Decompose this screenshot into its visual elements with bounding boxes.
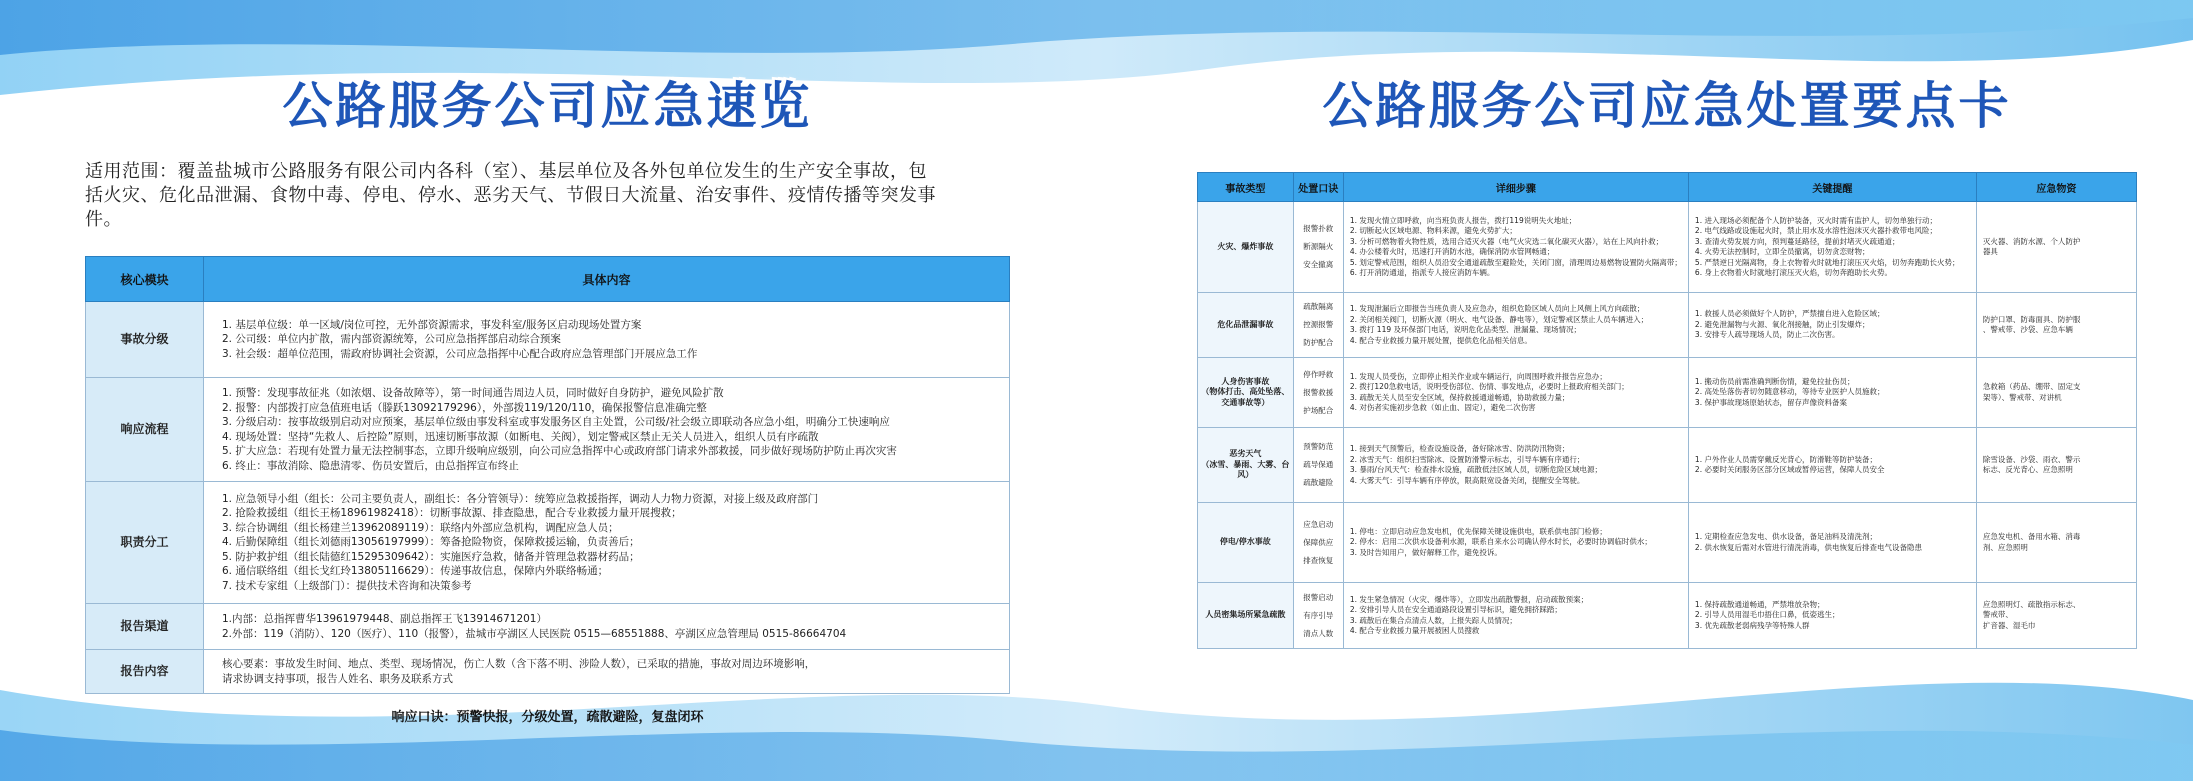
content-line: 3. 分级启动：按事故级别启动对应预案，基层单位级由事发科室或事发服务区自主处置，公司级/社会级立即联动各应急小组，明确分工快速响应 [222, 416, 890, 428]
tip-line: 4. 火势无法控制时，立即全员撤离，切勿贪恋财物； [1694, 247, 1870, 256]
content-line: 2. 公司级：单位内扩散，需内部资源统筹，公司应急指挥部启动综合预案 [222, 333, 561, 346]
disposal-cell [1293, 293, 1343, 358]
content-line: 2. 报警：内部拨打应急值班电话（滕跃13092179296），外部拨119/120/110，确保报警信息准确完整 [222, 401, 707, 414]
type-line: 危化品泄漏事故 [1217, 319, 1274, 329]
type-line: 火灾、爆炸事故 [1217, 241, 1274, 251]
accident-type-cell [1198, 202, 1294, 293]
content-line: 1. 预警：发现事故征兆（如浓烟、设备故障等），第一时间通告周边人员，同时做好自身防护，避免风险扩散 [222, 387, 724, 399]
content-line: 4. 现场处置：坚持“先救人、后控险”原则，迅速切断事故源（如断电、关阀），划定警戒区禁止无关人员进入，组织人员有序疏散 [222, 430, 819, 443]
accident-type-cell [1198, 583, 1294, 649]
tip-line: 1. 保持疏散通道畅通，严禁堆放杂物； [1694, 599, 1825, 609]
supply-line: 、警戒带、沙袋、应急车辆 [1982, 325, 2073, 334]
disposal-cell [1293, 428, 1343, 503]
step-line: 2. 安排引导人员在安全通道路段设置引导标识，避免拥挤踩踏； [1349, 605, 1562, 614]
tips-cell [1688, 202, 1976, 293]
tip-line: 1. 进入现场必须配备个人防护装备，灭火时需有监护人，切勿单独行动； [1694, 215, 1937, 225]
step-line: 3. 暴雨/台风天气：检查排水设施，疏散低洼区域人员，切断危险区域电源； [1349, 465, 1602, 474]
tip-line: 1. 定期检查应急发电、供水设备，备足油料及清洗剂； [1694, 532, 1877, 541]
content-cell [204, 650, 1010, 694]
step-line: 1. 发现火情立即呼救，向当班负责人报告，拨打119说明失火地址； [1349, 215, 1577, 225]
module-cell: 事故分级 [86, 302, 204, 378]
content-line: 1. 应急领导小组（组长：公司主要负责人，副组长：各分管领导）：统筹应急救援指挥，调动人力物力资源，对接上级及政府部门 [222, 492, 819, 505]
module-cell: 报告内容 [86, 650, 204, 694]
disposal-line: 断源隔火 [1303, 242, 1334, 251]
step-line: 6. 打开消防通道，指派专人接应消防车辆。 [1349, 268, 1495, 277]
step-line: 4. 大雾天气：引导车辆有序停放，限高限宽设备关闭，提醒安全驾驶。 [1349, 475, 1585, 485]
tip-line: 2. 电气线路或设施起火时，禁止用水及水溶性泡沫灭火器扑救带电风险； [1694, 226, 1937, 235]
disposal-line: 控源报警 [1303, 320, 1334, 329]
scope-text [85, 160, 1010, 232]
disposal-line: 安全撤离 [1303, 260, 1334, 269]
table-row [1198, 428, 2137, 503]
scope-line: 括火灾、危化品泄漏、食物中毒、停电、停水、恶劣天气、节假日大流量、治安事件、疫情传播等突发事 [85, 185, 936, 206]
accident-type-cell [1198, 503, 1294, 583]
supply-line: 扩音器、湿毛巾 [1982, 620, 2036, 630]
tip-line: 1. 户外作业人员需穿戴反光背心，防滑鞋等防护装备； [1694, 454, 1877, 464]
content-cell [204, 482, 1010, 604]
step-line: 3. 拨打 119 及环保部门电话，说明危化品类型、泄漏量、现场情况； [1349, 325, 1581, 334]
content-cell [204, 302, 1010, 378]
type-line: 停电/停水事故 [1219, 537, 1271, 547]
disposal-line: 疏散避险 [1303, 478, 1334, 487]
steps-cell [1343, 358, 1688, 428]
disposal-line: 应急启动 [1303, 519, 1334, 529]
disposal-line: 保障供应 [1303, 537, 1334, 547]
table-row [86, 650, 1010, 694]
disposal-cell [1293, 583, 1343, 649]
content-line: 3. 综合协调组（组长杨建兰13962089119）：联络内外部应急机构，调配应急人员； [222, 521, 619, 534]
supply-line: 急救箱（药品、绷带、固定支 [1982, 382, 2081, 391]
tip-line: 1. 搬动伤员前需准确判断伤情，避免拉扯伤员； [1694, 376, 1855, 386]
disposal-line: 报警启动 [1303, 592, 1334, 602]
tip-line: 2. 高处坠落伤者切勿随意移动，等待专业医护人员施救； [1694, 387, 1885, 397]
table-row [1198, 358, 2137, 428]
right-panel [1197, 70, 2137, 649]
left-title: 公路服务公司应急速览 [282, 77, 813, 135]
tip-line: 3. 优先疏散老弱病残孕等特殊人群 [1694, 620, 1810, 630]
supply-line: 架等）、警戒带、对讲机 [1982, 392, 2062, 402]
tips-cell [1688, 583, 1976, 649]
header-supplies: 应急物资 [1976, 173, 2136, 202]
table-row [86, 604, 1010, 650]
table-row [1198, 503, 2137, 583]
header-type: 事故类型 [1198, 173, 1294, 202]
step-line: 1. 停电：立即启动应急发电机，优先保障关键设施供电，联系供电部门检修； [1349, 526, 1607, 536]
tips-cell [1688, 428, 1976, 503]
supply-line: 灭火器、消防水源、个人防护 [1982, 236, 2081, 246]
tip-line: 6. 身上衣物着火时就地打滚压灭火焰，切勿奔跑助长火势。 [1694, 268, 1892, 277]
step-line: 1. 发现人员受伤，立即停止相关作业或车辆运行，向周围呼救并报告应急办； [1349, 371, 1607, 381]
step-line: 2. 关闭相关阀门，切断火源（明火、电气设备、静电等），划定警戒区禁止人员车辆进入； [1349, 314, 1649, 324]
tip-line: 5. 严禁逆日光隔离物，身上衣物着火时就地打滚压灭火焰，切勿奔跑助长火势； [1694, 257, 1960, 267]
header-tips: 关键提醒 [1688, 173, 1976, 202]
content-line: 2.外部：119（消防）、120（医疗）、110（报警），盐城市亭湖区人民医院 0515—68551888、亭湖区应急管理局 0515-86664704 [222, 627, 847, 640]
supply-line: 防护口罩、防毒面具、防护服 [1982, 314, 2081, 324]
right-title: 公路服务公司应急处置要点卡 [1322, 77, 2012, 135]
disposal-line: 有序引导 [1303, 610, 1334, 620]
step-line: 2. 冰雪天气：组织扫雪除冰、设置防滑警示标志，引导车辆有序通行； [1349, 454, 1585, 464]
step-line: 2. 切断起火区域电源、物料来源，避免火势扩大； [1349, 226, 1517, 235]
content-line: 1.内部：总指挥曹华13961979448、副总指挥王飞13914671201） [222, 613, 547, 625]
module-cell: 报告渠道 [86, 604, 204, 650]
tip-line: 3. 查清火势发展方向，预判蔓延路径，提前封堵灭火疏通道； [1694, 236, 1900, 246]
tip-line: 1. 救援人员必须做好个人防护，严禁擅自进入危险区域； [1694, 309, 1885, 319]
type-line: 人员密集场所紧急疏散 [1205, 610, 1286, 620]
header-content: 具体内容 [204, 257, 1010, 302]
content-line: 7. 技术专家组（上级部门）：提供技术咨询和决策参考 [222, 579, 472, 592]
content-line: 4. 后勤保障组（组长刘德雨13056197999）：筹备抢险物资，保障救援运输，负责善后； [222, 536, 640, 549]
step-line: 1. 接到天气预警后，检查设施设备，备好除冰雪、防洪防汛物资； [1349, 444, 1570, 453]
header-disposal: 处置口诀 [1293, 173, 1343, 202]
accident-type-cell [1198, 293, 1294, 358]
disposal-line: 疏导保通 [1303, 460, 1334, 469]
supply-line: 除雪设备、沙袋、雨衣、警示 [1982, 454, 2081, 464]
content-line: 3. 社会级：超单位范围，需政府协调社会资源，公司应急指挥中心配合政府应急管理部门开展应急工作 [222, 347, 698, 360]
supplies-cell [1976, 202, 2136, 293]
table-row [1198, 583, 2137, 649]
table-row [86, 302, 1010, 378]
table-header-row [1198, 173, 2137, 202]
step-line: 5. 划定警戒范围，组织人员沿安全通道疏散至避险处，关闭门窗，清理周边易燃物设置防火隔离带； [1349, 257, 1682, 267]
content-line: 5. 扩大应急：若现有处置力量无法控制事态，立即升级响应级别，向公司应急指挥中心或政府部门请求外部救援，同步做好现场防护防止再次灾害 [222, 445, 897, 457]
disposal-line: 报警救援 [1303, 387, 1334, 397]
disposal-cell [1293, 358, 1343, 428]
tip-line: 2. 引导人员用湿毛巾捂住口鼻，低姿逃生； [1694, 610, 1840, 620]
response-motto: 响应口诀：预警快报，分级处置，疏散避险，复盘闭环 [391, 710, 704, 725]
supply-line: 警戒带、 [1982, 610, 2013, 620]
supplies-cell [1976, 583, 2136, 649]
content-line: 1. 基层单位级：单一区域/岗位可控，无外部资源需求，事发科室/服务区启动现场处置方案 [222, 318, 642, 331]
accident-type-cell [1198, 358, 1294, 428]
module-cell: 职责分工 [86, 482, 204, 604]
content-line: 核心要素：事故发生时间、地点、类型、现场情况，伤亡人数（含下落不明、涉险人数），已采取的措施，事故对周边环境影响， [222, 658, 816, 670]
content-line: 请求协调支持事项，报告人姓名、职务及联系方式 [222, 672, 453, 685]
left-panel [85, 70, 1010, 725]
step-line: 3. 及时告知用户，做好解释工作，避免投诉。 [1349, 547, 1502, 557]
table-row [86, 482, 1010, 604]
supply-line: 剂、应急照明 [1982, 542, 2028, 552]
supply-line: 应急发电机、备用水箱、消毒 [1982, 532, 2081, 541]
steps-cell [1343, 202, 1688, 293]
content-line: 5. 防护救护组（组长陆德红15295309642）：实施医疗急救，储备并管理急救器材药品； [222, 550, 640, 563]
table-row [1198, 293, 2137, 358]
supply-line: 应急照明灯、疏散指示标志、 [1982, 599, 2081, 609]
disposal-line: 疏散隔离 [1303, 302, 1334, 311]
header-steps: 详细步骤 [1343, 173, 1688, 202]
disposal-line: 防护配合 [1303, 338, 1334, 347]
header-module: 核心模块 [86, 257, 204, 302]
type-line: （冰雪、暴雨、大雾、台 [1201, 459, 1290, 469]
overview-table [85, 256, 1010, 694]
disposal-card-table [1197, 172, 2137, 649]
table-header-row [86, 257, 1010, 302]
tips-cell [1688, 358, 1976, 428]
content-line: 2. 抢险救援组（组长王杨18961982418）：切断事故源、排查隐患，配合专业救援力量开展搜救； [222, 507, 682, 520]
step-line: 4. 配合专业救援力量开展处置，提供危化品相关信息。 [1349, 335, 1532, 345]
tips-cell [1688, 503, 1976, 583]
disposal-line: 报警扑救 [1303, 224, 1334, 233]
type-line: 恶劣天气 [1229, 449, 1262, 459]
table-row [1198, 202, 2137, 293]
disposal-line: 排查恢复 [1303, 555, 1334, 565]
content-line: 6. 通信联络组（组长戈红玲13805116629）：传递事故信息，保障内外联络畅通； [222, 565, 609, 578]
supplies-cell [1976, 293, 2136, 358]
disposal-line: 清点人数 [1303, 628, 1334, 638]
content-cell [204, 378, 1010, 482]
step-line: 2. 拨打120急救电话，说明受伤部位、伤情、事发地点，必要时上报政府相关部门； [1349, 382, 1629, 391]
tip-line: 2. 避免泄漏物与火源、氧化剂接触，防止引发爆炸； [1694, 319, 1870, 329]
supply-line: 器具 [1982, 247, 1998, 256]
disposal-line: 停作呼救 [1303, 369, 1334, 379]
tip-line: 3. 安排专人疏导现场人员，防止二次伤害。 [1694, 330, 1840, 340]
step-line: 4. 配合专业救援力量开展被困人员搜救 [1349, 626, 1480, 635]
content-cell [204, 604, 1010, 650]
tip-line: 3. 保护事故现场原始状态，留存声像资料备案 [1694, 397, 1847, 407]
steps-cell [1343, 293, 1688, 358]
module-cell: 响应流程 [86, 378, 204, 482]
steps-cell [1343, 428, 1688, 503]
step-line: 3. 分析可燃物着火物性质，选用合适灭火器（电气火灾选二氧化碳灭火器），站在上风向扑救； [1349, 236, 1664, 246]
supplies-cell [1976, 503, 2136, 583]
steps-cell [1343, 503, 1688, 583]
scope-line: 件。 [85, 209, 122, 230]
step-line: 4. 对伤者实施初步急救（如止血、固定），避免二次伤害 [1349, 403, 1536, 412]
tip-line: 2. 供水恢复后需对水管进行清洗消毒，供电恢复后排查电气设备隐患 [1694, 542, 1922, 552]
tips-cell [1688, 293, 1976, 358]
step-line: 2. 停水：启用二次供水设备利水源，联系自来水公司确认停水时长，必要时协调临时供水； [1349, 537, 1652, 547]
disposal-cell [1293, 202, 1343, 293]
supply-line: 标志、反光背心、应急照明 [1982, 465, 2073, 474]
type-line: （物体打击、高处坠落、 [1201, 387, 1290, 397]
disposal-cell [1293, 503, 1343, 583]
type-line: 人身伤害事故 [1221, 376, 1270, 386]
scope-line: 适用范围：覆盖盐城市公路服务有限公司内各科（室）、基层单位及各外包单位发生的生产安全事故，包 [85, 161, 927, 182]
step-line: 3. 疏散无关人员至安全区域，保持救援通道畅通，协助救援力量； [1349, 392, 1570, 402]
tip-line: 2. 必要时关闭服务区部分区域或暂停运营，保障人员安全 [1694, 465, 1885, 474]
step-line: 1. 发现泄漏后立即报告当班负责人及应急办，组织危险区域人员向上风侧上风方向疏散； [1349, 304, 1645, 313]
steps-cell [1343, 583, 1688, 649]
disposal-line: 预警防范 [1303, 442, 1334, 451]
table-row [86, 378, 1010, 482]
supplies-cell [1976, 428, 2136, 503]
content-line: 6. 终止：事故消除、隐患清零、伤员安置后，由总指挥宣布终止 [222, 459, 519, 472]
supplies-cell [1976, 358, 2136, 428]
step-line: 4. 办公楼着火时，迅速打开消防水池，确保消防水管网畅通； [1349, 247, 1555, 256]
disposal-line: 护场配合 [1303, 405, 1334, 415]
accident-type-cell [1198, 428, 1294, 503]
type-line: 风） [1237, 470, 1254, 480]
type-line: 交通事故等） [1221, 397, 1270, 407]
step-line: 3. 疏散后在集合点清点人数，上报失踪人员情况； [1349, 615, 1517, 625]
step-line: 1. 发生紧急情况（火灾、爆炸等），立即发出疏散警报，启动疏散预案； [1349, 594, 1589, 604]
